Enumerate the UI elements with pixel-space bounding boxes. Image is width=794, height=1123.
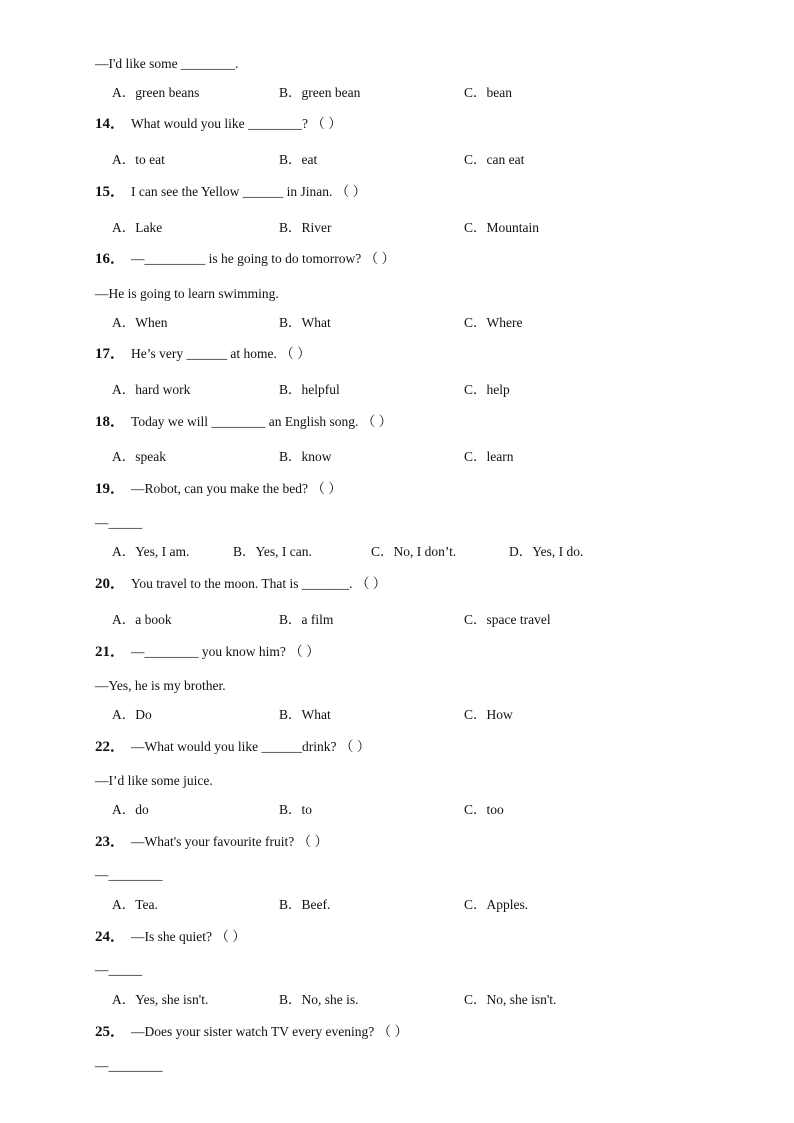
q24-number: 24． [95,929,126,945]
q13-answer-line: —I'd like some ________. [95,56,239,71]
q16-number: 16． [95,251,126,267]
q15-option-c: C．Mountain [464,220,540,235]
q19-answer-line: —_____ [95,515,143,530]
q24-text: —Is she quiet? （ ） [131,929,246,944]
q17-option-a: A．hard work [112,382,191,397]
q14-question [95,115,342,133]
q13-option-c: C．bean [464,85,512,100]
q15-question [95,183,366,201]
q16-answer-line: —He is going to learn swimming. [95,286,279,301]
q21-answer-line: —Yes, he is my brother. [95,678,226,693]
q15-option-b: B．River [279,220,332,235]
q22-text: —What would you like ______drink? （ ） [131,739,371,754]
q14-option-b: B．eat [279,152,318,167]
q19-option-b: B．Yes, I can. [233,544,312,559]
q25-question [95,1023,408,1041]
q16-option-a: A．When [112,315,168,330]
q14-option-a: A．to eat [112,152,165,167]
q17-option-c: C．help [464,382,510,397]
q18-text: Today we will ________ an English song. （ ） [131,414,393,429]
q18-question [95,413,392,431]
q21-number: 21． [95,644,126,660]
q24-question [95,928,246,946]
q24-option-b: B．No, she is. [279,992,359,1007]
q22-option-a: A．do [112,802,149,817]
q24-answer-line: —_____ [95,962,143,977]
q20-option-a: A．a book [112,612,172,627]
q18-option-a: A．speak [112,449,166,464]
q22-answer-line: —I’d like some juice. [95,773,213,788]
q23-text: —What's your favourite fruit? （ ） [131,834,329,849]
q21-option-c: C．How [464,707,513,722]
q17-question [95,345,311,363]
q18-number: 18． [95,414,126,430]
q20-question [95,575,386,593]
q17-option-b: B．helpful [279,382,340,397]
q18-option-c: C．learn [464,449,514,464]
q23-number: 23． [95,834,126,850]
q21-option-b: B．What [279,707,331,722]
q14-option-c: C．can eat [464,152,525,167]
q19-option-d: D．Yes, I do. [509,544,584,559]
q15-option-a: A．Lake [112,220,163,235]
q14-number: 14． [95,116,126,132]
q24-option-a: A．Yes, she isn't. [112,992,209,1007]
q21-option-a: A．Do [112,707,152,722]
q23-question [95,833,328,851]
q14-text: What would you like ________? （ ） [131,116,342,131]
q19-option-c: C．No, I don’t. [371,544,457,559]
q21-question [95,643,320,661]
q13-option-a: A．green beans [112,85,200,100]
q23-option-b: B．Beef. [279,897,331,912]
q16-text: —_________ is he going to do tomorrow? （ ） [131,251,395,266]
q19-option-a: A．Yes, I am. [112,544,190,559]
q19-number: 19． [95,481,126,497]
q20-option-c: C．space travel [464,612,551,627]
q23-option-c: C．Apples. [464,897,529,912]
q22-question [95,738,370,756]
q17-number: 17． [95,346,126,362]
q19-text: —Robot, can you make the bed? （ ） [131,481,342,496]
q25-text: —Does your sister watch TV every evening? （ ） [131,1024,408,1039]
q20-option-b: B．a film [279,612,334,627]
q23-answer-line: —________ [95,867,163,882]
q22-option-c: C．too [464,802,504,817]
q21-text: —________ you know him? （ ） [131,644,320,659]
q16-question [95,250,395,268]
q15-number: 15． [95,184,126,200]
q22-option-b: B．to [279,802,313,817]
q17-text: He’s very ______ at home. （ ） [131,346,311,361]
q20-number: 20． [95,576,126,592]
q16-option-b: B．What [279,315,331,330]
q19-question [95,480,342,498]
q24-option-c: C．No, she isn't. [464,992,557,1007]
q18-option-b: B．know [279,449,332,464]
q22-number: 22． [95,739,126,755]
q16-option-c: C．Where [464,315,523,330]
q20-text: You travel to the moon. That is _______. （ ） [131,576,387,591]
q25-answer-line: —________ [95,1058,163,1073]
q13-option-b: B．green bean [279,85,361,100]
q23-option-a: A．Tea. [112,897,158,912]
q25-number: 25． [95,1024,126,1040]
q15-text: I can see the Yellow ______ in Jinan. （ ） [131,184,367,199]
